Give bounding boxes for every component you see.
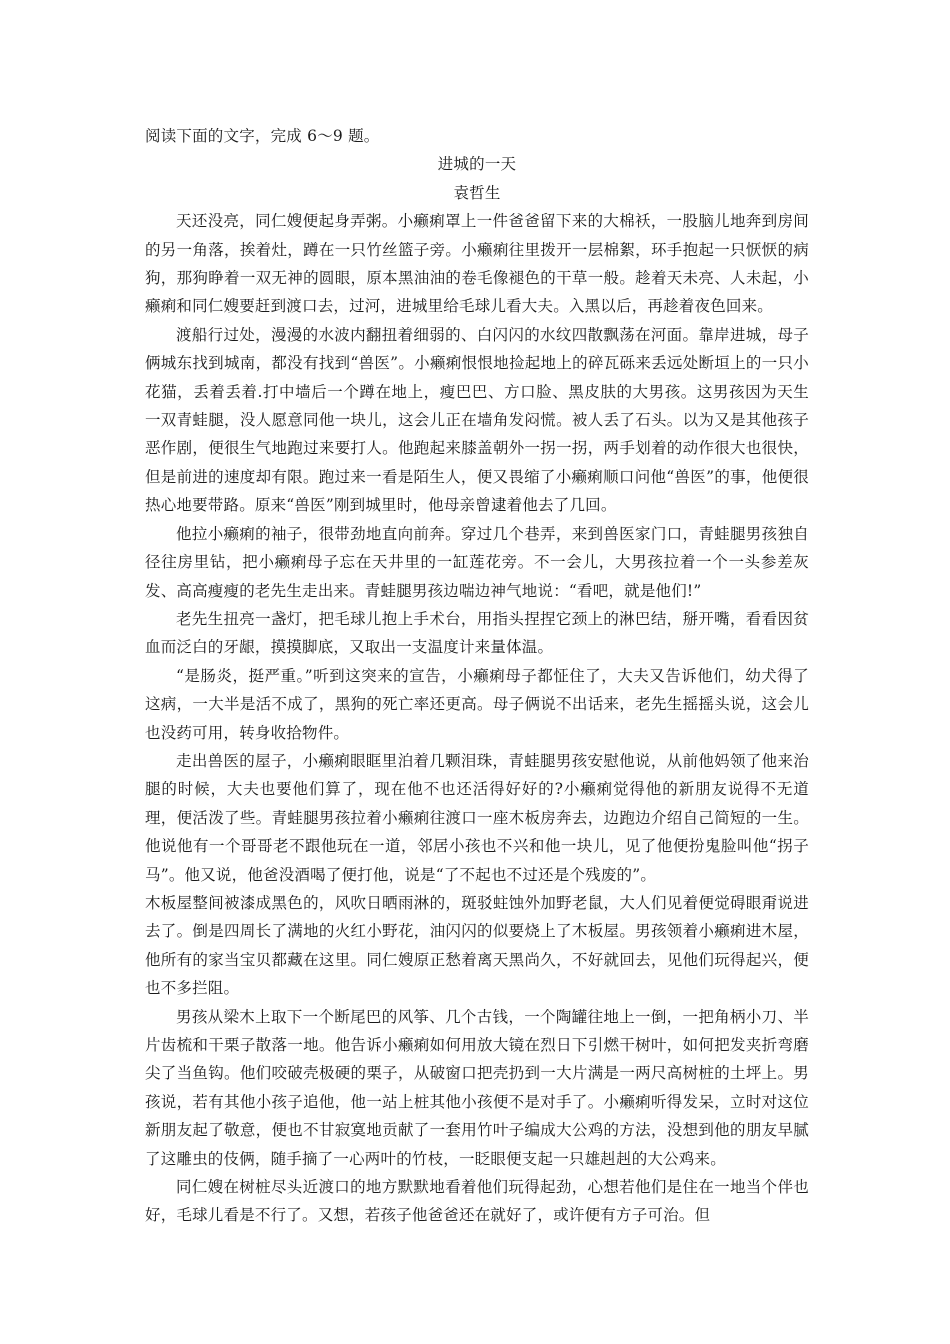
paragraph-3: 他拉小癞痢的袖子，很带劲地直向前奔。穿过几个巷弄，来到兽医家门口，青蛙腿男孩独自径往房里钻，把小癞痢母子忘在天井里的一缸莲花旁。不一会儿，大男孩拉着一个一头参差灰发、高高瘦瘦的老先生走出来。青蛙腿男孩边喘边神气地说：“看吧，就是他们!” bbox=[145, 524, 809, 600]
paragraph-6: 走出兽医的屋子，小癞痢眼眶里泊着几颗泪珠，青蛙腿男孩安慰他说，从前他妈领了他来治腿的时候，大夫也要他们算了，现在他不也还活得好好的?小癞痢觉得他的新朋友说得不无道理，便活泼了些。青蛙腿男孩拉着小癞痢往渡口一座木板房奔去，边跑边介绍自己简短的一生。他说他有一个哥哥老不跟他玩在一道，邻居小孩也不兴和他一块儿，见了他便扮鬼脸叫他“拐子马”。他又说，他爸没酒喝了便打他，说是“了不起也不过还是个残废的”。 bbox=[145, 751, 809, 884]
paragraph-2: 渡船行过处，漫漫的水波内翻扭着细弱的、白闪闪的水纹四散飘荡在河面。靠岸进城，母子俩城东找到城南，都没有找到“兽医”。小癞痢恨恨地捡起地上的碎瓦砾来丢远处断垣上的一只小花猫，丢着丢着.打中墙后一个蹲在地上，瘦巴巴、方口脸、黑皮肤的大男孩。这男孩因为天生一双青蛙腿，没人愿意同他一块儿，这会儿正在墙角发闷慌。被人丢了石头。以为又是其他孩子恶作剧，便很生气地跑过来要打人。他跑起来膝盖朝外一拐一拐，两手划着的动作很大也很快，但是前进的速度却有限。跑过来一看是陌生人，便又畏缩了小癞痢顺口问他“兽医”的事，他便很热心地要带路。原来“兽医”刚到城里时，他母亲曾逮着他去了几回。 bbox=[145, 325, 809, 515]
paragraph-4: 老先生扭亮一盏灯，把毛球儿抱上手术台，用指头捏捏它颈上的淋巴结，掰开嘴，看看因贫血而泛白的牙龈，摸摸脚底，又取出一支温度计来量体温。 bbox=[145, 609, 809, 657]
paragraph-8: 男孩从梁木上取下一个断尾巴的风筝、几个古钱，一个陶罐往地上一倒，一把角柄小刀、半片齿梳和干栗子散落一地。他告诉小癞痢如何用放大镜在烈日下引燃干树叶，如何把发夹折弯磨尖了当鱼钩。他们咬破壳极硬的栗子，从破窗口把壳扔到一大片满是一两尺高树桩的土坪上。男孩说，若有其他小孩子追他，他一站上桩其他小孩便不是对手了。小癞痢听得发呆，立时对这位新朋友起了敬意，便也不甘寂寞地贡献了一套用竹叶子编成大公鸡的方法，没想到他的朋友早腻了这雕虫的伎俩，随手摘了一心两叶的竹枝，一眨眼便支起一只雄赳赳的大公鸡来。 bbox=[145, 1007, 809, 1168]
document-page bbox=[145, 122, 809, 1230]
question-instruction: 阅读下面的文字，完成 6～9 题。 bbox=[145, 127, 380, 145]
paragraph-1: 天还没亮，同仁嫂便起身弄粥。小癞痢罩上一件爸爸留下来的大棉袄，一股脑儿地奔到房间的另一角落，挨着灶，蹲在一只竹丝篮子旁。小癞痢往里拨开一层棉絮，环手抱起一只恹恹的病狗，那狗睁着一双无神的圆眼，原本黑油油的卷毛像褪色的干草一般。趁着天未亮、人未起，小癞痢和同仁嫂要赶到渡口去，过河，进城里给毛球儿看大夫。入黑以后，再趁着夜色回来。 bbox=[145, 212, 809, 316]
paragraph-9: 同仁嫂在树桩尽头近渡口的地方默默地看着他们玩得起劲，心想若他们是住在一地当个伴也好，毛球儿看是不行了。又想，若孩子他爸爸还在就好了，或许便有方子可治。但 bbox=[145, 1178, 809, 1225]
article-author: 袁哲生 bbox=[453, 183, 501, 202]
paragraph-5: “是肠炎，挺严重。”听到这突来的宣告，小癞痢母子都怔住了，大夫又告诉他们，幼犬得了这病，一大半是活不成了，黑狗的死亡率还更高。母子俩说不出话来，老先生摇摇头说，这会儿也没药可用，转身收拾物件。 bbox=[145, 666, 809, 742]
article-title: 进城的一天 bbox=[437, 155, 517, 174]
paragraph-7: 木板屋整间被漆成黑色的，风吹日晒雨淋的，斑驳蛀蚀外加野老鼠，大人们见着便觉碍眼甭说进去了。倒是四周长了满地的火红小野花，油闪闪的似要烧上了木板屋。男孩领着小癞痢进木屋，他所有的家当宝贝都藏在这里。同仁嫂原正愁着离天黑尚久，不好就回去，见他们玩得起兴，便也不多拦阻。 bbox=[145, 893, 809, 998]
